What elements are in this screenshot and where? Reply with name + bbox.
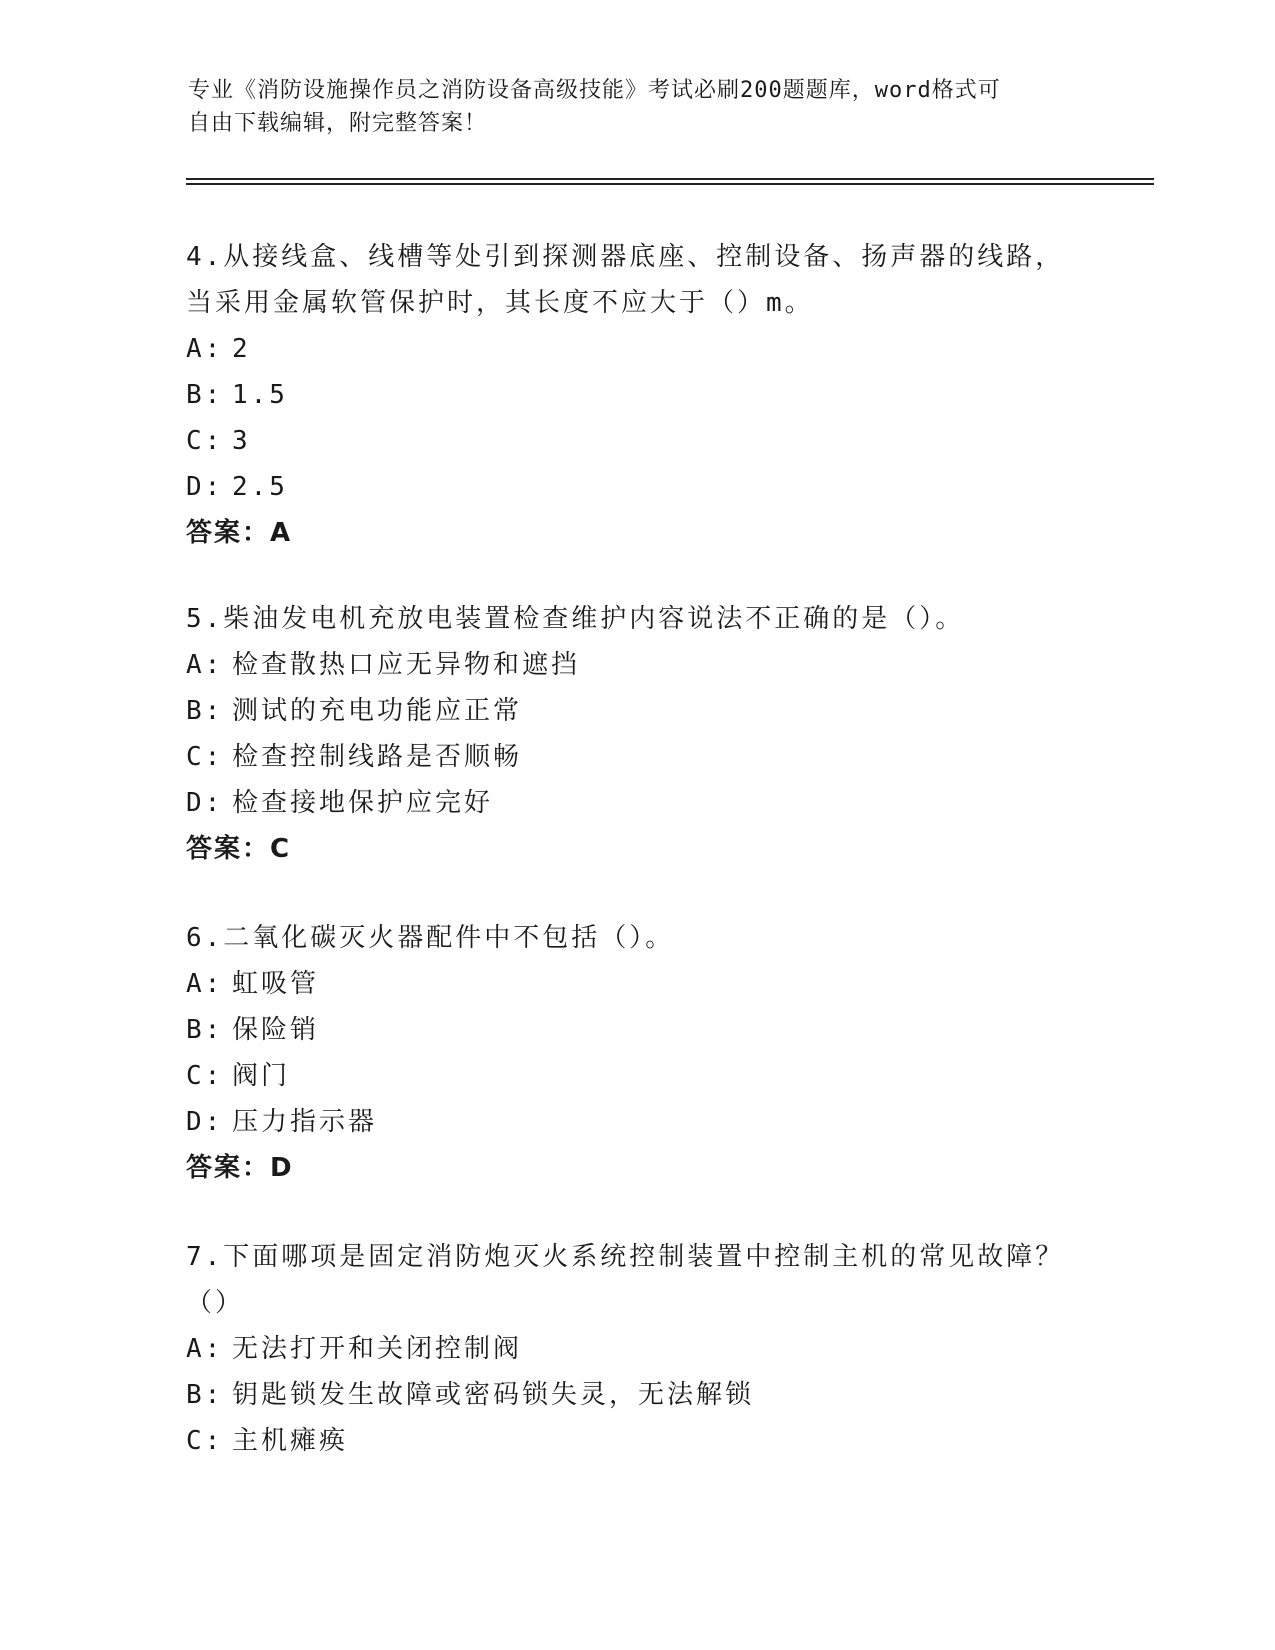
option-text: 测试的充电功能应正常 bbox=[232, 696, 523, 726]
question-block bbox=[186, 234, 1086, 556]
option-label: C: bbox=[186, 742, 224, 772]
answer-line: 答案：C bbox=[186, 834, 292, 864]
option-c bbox=[186, 734, 1086, 780]
option-label: A: bbox=[186, 1334, 224, 1364]
header-divider-bottom bbox=[186, 183, 1154, 185]
option-label: B: bbox=[186, 696, 224, 726]
question-block bbox=[186, 596, 1086, 872]
option-d bbox=[186, 780, 1086, 826]
answer-line: 答案：D bbox=[186, 1153, 294, 1183]
option-text: 钥匙锁发生故障或密码锁失灵，无法解锁 bbox=[232, 1380, 755, 1410]
option-text: 无法打开和关闭控制阀 bbox=[232, 1334, 523, 1364]
option-label: A: bbox=[186, 334, 224, 364]
header-line-2: 自由下载编辑，附完整答案！ bbox=[188, 111, 488, 136]
option-label: B: bbox=[186, 1380, 224, 1410]
question-text: 6.二氧化碳灭火器配件中不包括（）。 bbox=[186, 923, 675, 953]
option-text: 虹吸管 bbox=[232, 969, 320, 999]
question-block bbox=[186, 1234, 1086, 1464]
option-b bbox=[186, 372, 1086, 418]
header-divider-top bbox=[186, 178, 1154, 180]
option-a bbox=[186, 326, 1086, 372]
option-label: C: bbox=[186, 426, 224, 456]
option-text: 压力指示器 bbox=[232, 1107, 378, 1137]
option-a bbox=[186, 961, 1086, 1007]
option-text: 保险销 bbox=[232, 1015, 320, 1045]
document-header bbox=[188, 74, 1088, 140]
question-text: 4.从接线盒、线槽等处引到探测器底座、控制设备、扬声器的线路，当采用金属软管保护时，其长度不应大于（）m。 bbox=[186, 242, 1065, 318]
option-label: D: bbox=[186, 472, 224, 502]
option-text: 检查控制线路是否顺畅 bbox=[232, 742, 523, 772]
option-b bbox=[186, 1007, 1086, 1053]
option-label: B: bbox=[186, 1015, 224, 1045]
question-text: 5.柴油发电机充放电装置检查维护内容说法不正确的是（）。 bbox=[186, 604, 965, 634]
option-text: 2.5 bbox=[232, 472, 288, 502]
option-label: D: bbox=[186, 1107, 224, 1137]
option-label: A: bbox=[186, 650, 224, 680]
option-d bbox=[186, 1099, 1086, 1145]
option-a bbox=[186, 1326, 1086, 1372]
option-text: 2 bbox=[232, 334, 251, 364]
option-label: C: bbox=[186, 1426, 224, 1456]
option-c bbox=[186, 1053, 1086, 1099]
option-text: 3 bbox=[232, 426, 251, 456]
option-c bbox=[186, 1418, 1086, 1464]
question-text: 7.下面哪项是固定消防炮灭火系统控制装置中控制主机的常见故障？（） bbox=[186, 1242, 1065, 1318]
header-line-1: 专业《消防设施操作员之消防设备高级技能》考试必刷200题题库，word格式可 bbox=[188, 78, 1001, 103]
option-a bbox=[186, 642, 1086, 688]
option-text: 阀门 bbox=[232, 1061, 291, 1091]
option-text: 检查散热口应无异物和遮挡 bbox=[232, 650, 581, 680]
option-label: A: bbox=[186, 969, 224, 999]
option-text: 主机瘫痪 bbox=[232, 1426, 349, 1456]
option-text: 1.5 bbox=[232, 380, 288, 410]
option-b bbox=[186, 1372, 1086, 1418]
option-c bbox=[186, 418, 1086, 464]
option-text: 检查接地保护应完好 bbox=[232, 788, 494, 818]
question-block bbox=[186, 915, 1086, 1191]
option-d bbox=[186, 464, 1086, 510]
option-b bbox=[186, 688, 1086, 734]
option-label: D: bbox=[186, 788, 224, 818]
option-label: B: bbox=[186, 380, 224, 410]
answer-line: 答案：A bbox=[186, 518, 293, 548]
option-label: C: bbox=[186, 1061, 224, 1091]
